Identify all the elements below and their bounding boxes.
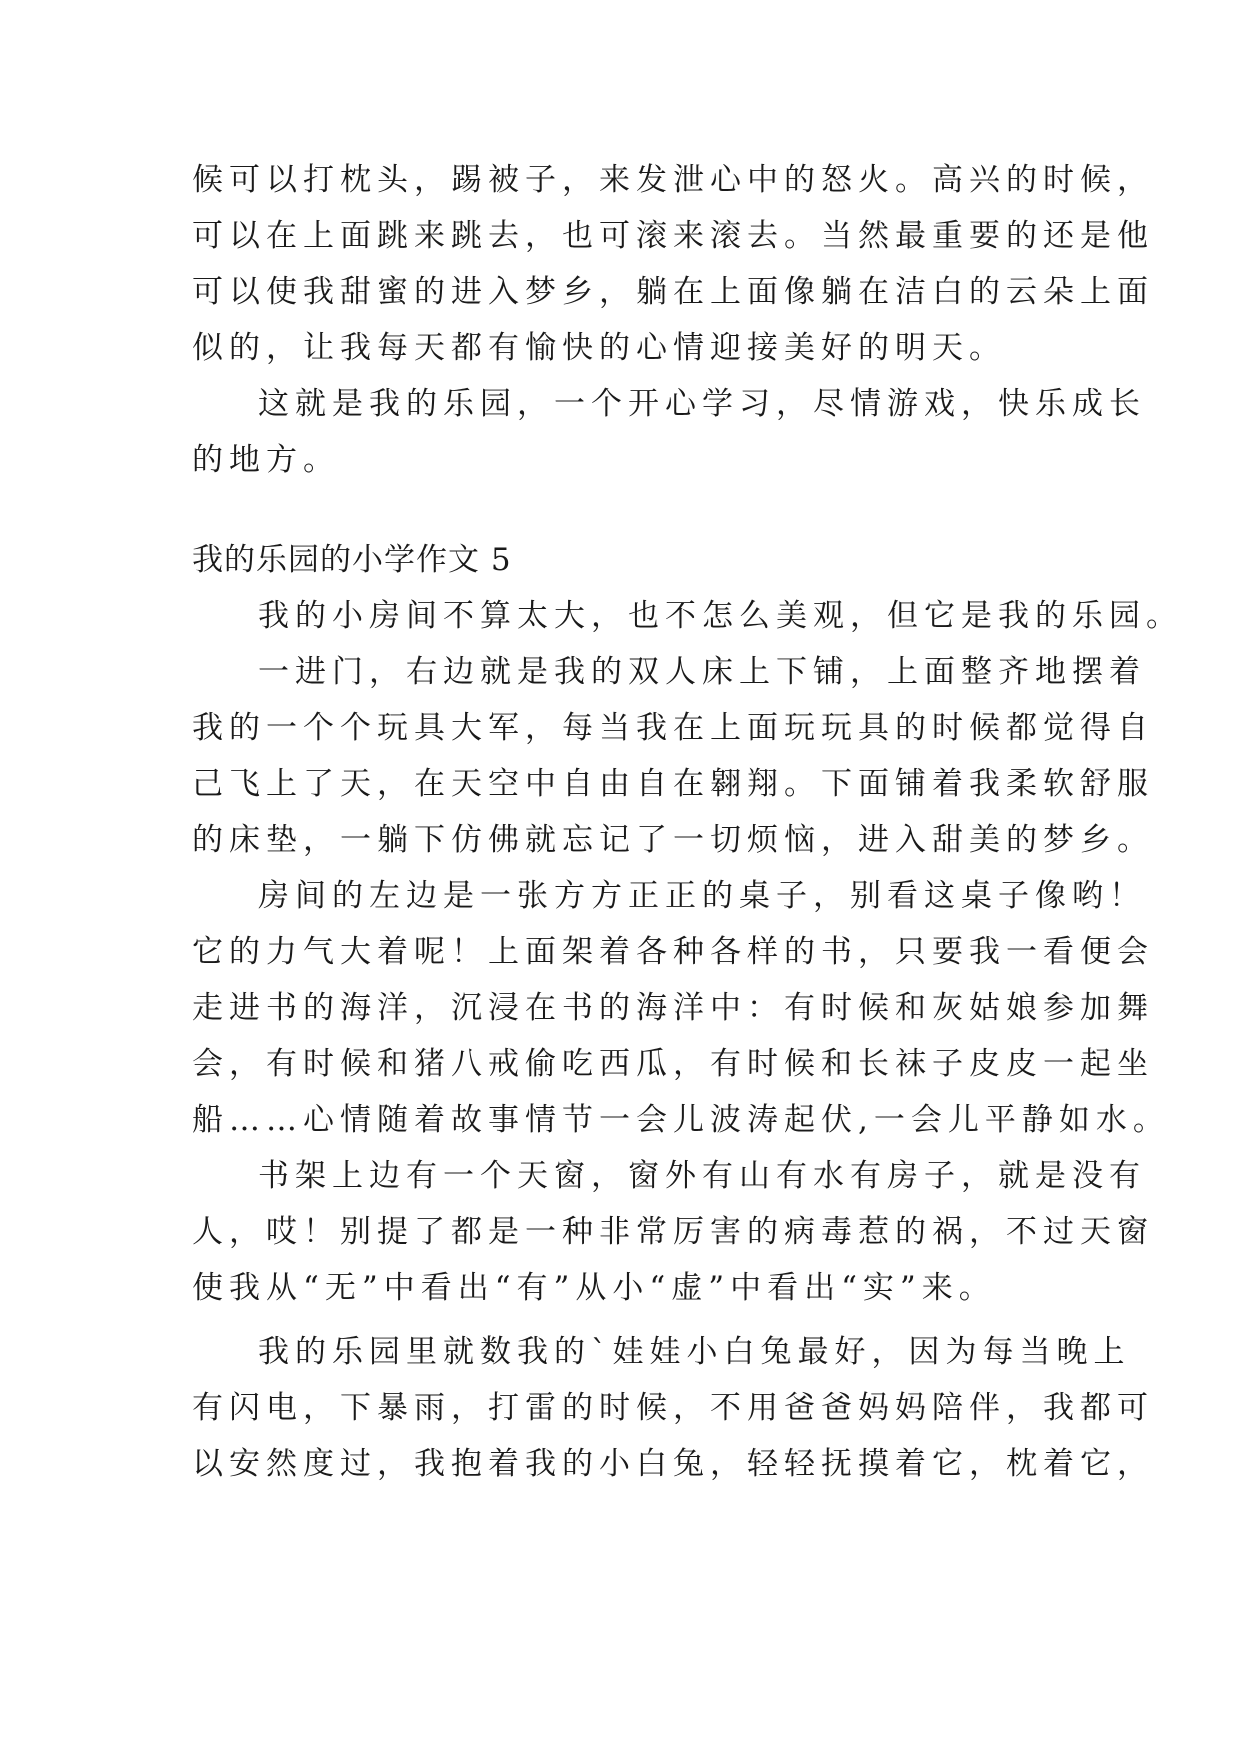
text-line: 一进门，右边就是我的双人床上下铺，上面整齐地摆着	[258, 654, 1146, 690]
text-line: 房间的左边是一张方方正正的桌子，别看这桌子像哟！	[258, 878, 1146, 914]
text-line: 这就是我的乐园，一个开心学习，尽情游戏，快乐成长	[258, 386, 1146, 422]
text-line: 可以使我甜蜜的进入梦乡，躺在上面像躺在洁白的云朵上面	[192, 274, 1154, 310]
text-line: 我的小房间不算太大，也不怎么美观，但它是我的乐园。	[258, 598, 1183, 634]
text-line: 使我从“无”中看出“有”从小“虚”中看出“实”来。	[192, 1270, 996, 1306]
text-line: 以安然度过，我抱着我的小白兔，轻轻抚摸着它，枕着它，	[192, 1446, 1154, 1482]
text-line: 己飞上了天，在天空中自由自在翱翔。下面铺着我柔软舒服	[192, 766, 1154, 802]
text-line: 候可以打枕头，踢被子，来发泄心中的怒火。高兴的时候，	[192, 162, 1154, 198]
text-line: 走进书的海洋，沉浸在书的海洋中：有时候和灰姑娘参加舞	[192, 990, 1154, 1026]
text-line: 它的力气大着呢！上面架着各种各样的书，只要我一看便会	[192, 934, 1154, 970]
text-line: 似的，让我每天都有愉快的心情迎接美好的明天。	[192, 330, 1006, 366]
text-line: 的地方。	[192, 442, 340, 478]
text-line: 人，哎！别提了都是一种非常厉害的病毒惹的祸，不过天窗	[192, 1214, 1154, 1250]
text-line: 可以在上面跳来跳去，也可滚来滚去。当然最重要的还是他	[192, 218, 1154, 254]
text-line: 我的乐园里就数我的`娃娃小白兔最好，因为每当晚上	[258, 1334, 1131, 1370]
text-line: 书架上边有一个天窗，窗外有山有水有房子，就是没有	[258, 1158, 1146, 1194]
text-line: 有闪电，下暴雨，打雷的时候，不用爸爸妈妈陪伴，我都可	[192, 1390, 1154, 1426]
text-line: 我的一个个玩具大军，每当我在上面玩玩具的时候都觉得自	[192, 710, 1154, 746]
text-line: 船……心情随着故事情节一会儿波涛起伏,一会儿平静如水。	[192, 1102, 1170, 1138]
section-title: 我的乐园的小学作文 5	[192, 542, 512, 578]
text-line: 会，有时候和猪八戒偷吃西瓜，有时候和长袜子皮皮一起坐	[192, 1046, 1154, 1082]
text-line: 的床垫，一躺下仿佛就忘记了一切烦恼，进入甜美的梦乡。	[192, 822, 1154, 858]
